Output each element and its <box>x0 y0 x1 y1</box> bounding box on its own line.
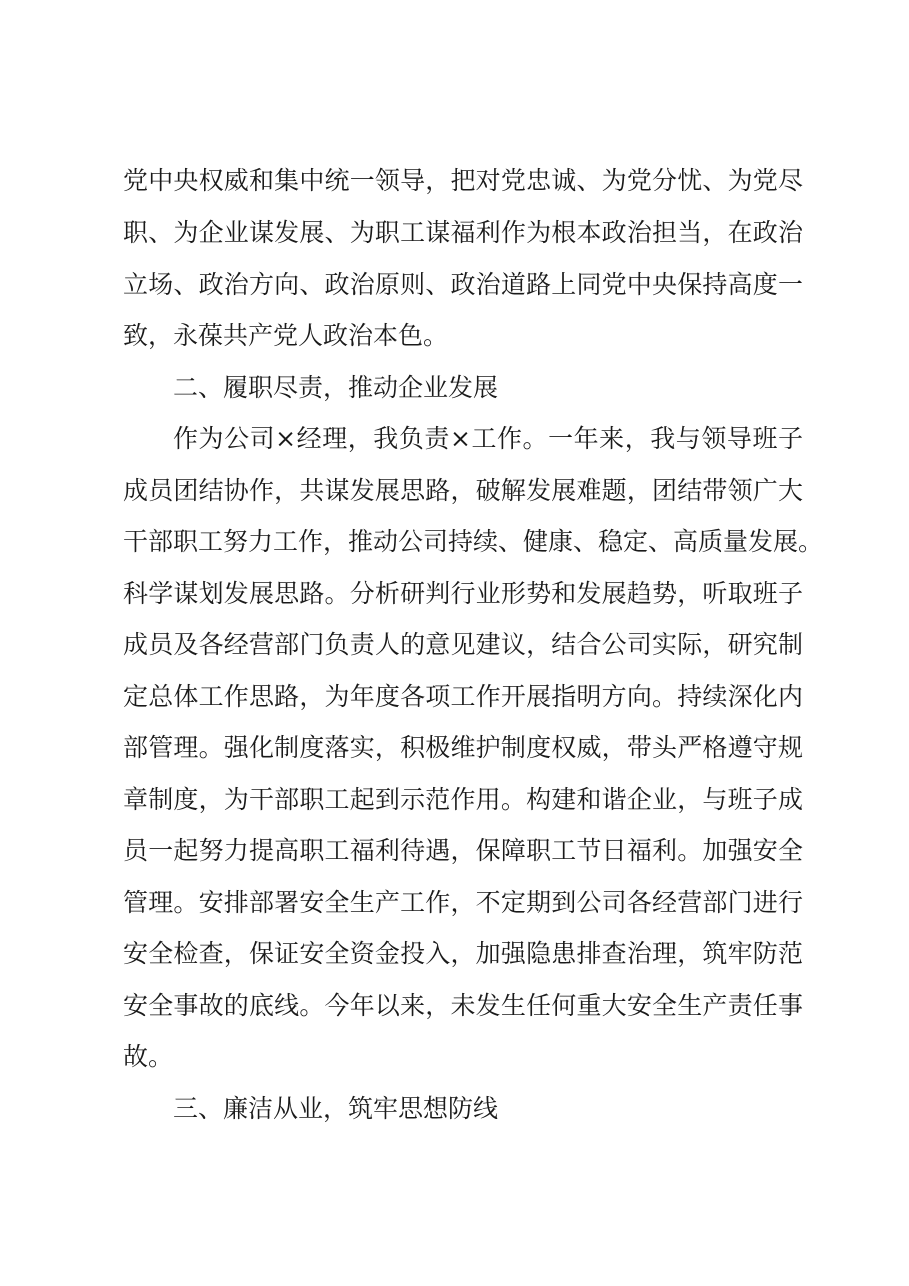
paragraph-line: 作为公司×经理，我负责×工作。一年来，我与领导班子 <box>173 424 803 453</box>
paragraph-line: 管理。安排部署安全生产工作，不定期到公司各经营部门进行 <box>123 888 803 917</box>
paragraph-line: 立场、政治方向、政治原则、政治道路上同党中央保持高度一 <box>123 270 803 299</box>
paragraph-line: 党中央权威和集中统一领导，把对党忠诚、为党分忧、为党尽 <box>123 166 803 195</box>
paragraph-line: 成员团结协作，共谋发展思路，破解发展难题，团结带领广大 <box>123 476 803 505</box>
paragraph-line: 致，永葆共产党人政治本色。 <box>123 321 449 350</box>
paragraph-line: 故。 <box>123 1042 174 1071</box>
paragraph-line: 安全事故的底线。今年以来，未发生任何重大安全生产责任事 <box>123 991 803 1020</box>
paragraph-line: 部管理。强化制度落实，积极维护制度权威，带头严格遵守规 <box>123 733 803 762</box>
paragraph-line: 安全检查，保证安全资金投入，加强隐患排查治理，筑牢防范 <box>123 939 803 968</box>
section-heading: 二、履职尽责，推动企业发展 <box>173 373 499 402</box>
paragraph-line: 员一起努力提高职工福利待遇，保障职工节日福利。加强安全 <box>123 836 803 865</box>
paragraph-line: 定总体工作思路，为年度各项工作开展指明方向。持续深化内 <box>123 682 803 711</box>
paragraph-line: 干部职工努力工作，推动公司持续、健康、稳定、高质量发展。 <box>123 527 824 556</box>
paragraph-line: 职、为企业谋发展、为职工谋福利作为根本政治担当，在政治 <box>123 218 803 247</box>
paragraph-line: 成员及各经营部门负责人的意见建议，结合公司实际，研究制 <box>123 630 803 659</box>
paragraph-line: 章制度，为干部职工起到示范作用。构建和谐企业，与班子成 <box>123 785 803 814</box>
paragraph-line: 科学谋划发展思路。分析研判行业形势和发展趋势，听取班子 <box>123 579 803 608</box>
section-heading: 三、廉洁从业，筑牢思想防线 <box>173 1094 499 1123</box>
